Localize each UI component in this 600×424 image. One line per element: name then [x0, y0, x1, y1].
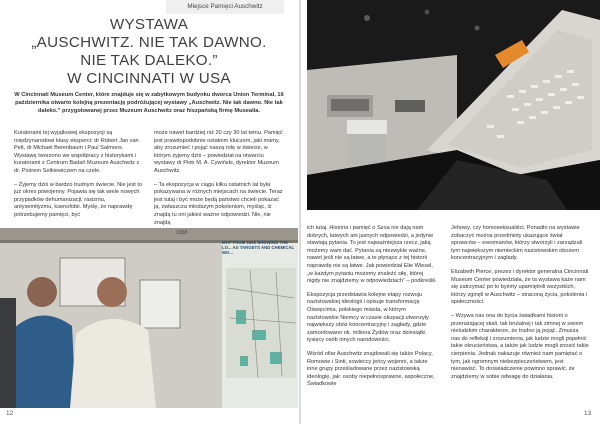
exhibition-room-illustration [307, 0, 600, 210]
section-header-label: Miejsce Pamięci Auschwitz [187, 3, 263, 10]
text-column-1 [14, 130, 144, 226]
paragraph: Jehowy, czy homoseksualiści. Ponadto na wystawie zobaczyć można przedmioty ukazujące świat sprawców – esesmanów, którzy stworzyli i zarządzali tym największym niemieckim nazistowskim obozem koncentracyjnym i zagłady. [451, 225, 583, 262]
paragraph: – Żyjemy dziś w bardzo trudnym świecie. Nie jest to już okres powojenny. Pojawia się tak wiele nowych przypadków dehumanizacji, rasizmu, antysemityzmu, ksenofobii. Myślę, że naprawdę potrzebujemy pamięci, być [14, 181, 143, 218]
exhibit-year-label: 1938 [176, 230, 188, 236]
article-lead: W Cincinnati Museum Center, które znajduje się w zabytkowym budynku dworca Union Terminal, 16 października otwarto kolejną prezentację podróżującej wystawy „Auschwitz. Nie tak dawno. Nie tak daleko.” przygotowanej przez Muzeum Auschwitz oraz hiszpańską firmę Musealia. [14, 92, 284, 114]
page-gutter [299, 0, 301, 424]
article-title [14, 16, 284, 88]
page-number-left: 12 [6, 410, 14, 417]
exhibit-map-heading: MAP FROM 1900 SHOWING THE LO... AS TARGETS AND CHEMICAL WO... [222, 240, 295, 256]
text-column-2 [154, 130, 284, 233]
paragraph: – Wzywa nas ona do bycia świadkami historii o przerażającej skali, tak brutalnej i tak zimnej w swoim nieludzkim charakterze, że trudno ją pojąć. Zmusza nas do refleksji i zrozumienia, jak ludzie mogli popełnić takie okrucieństwa, a także jak ludzie mogli znosić takie cierpienia. Jednak nakazuje również nam pamiętać o tym, jak ogromnym niebezpieczeństwem, jest nienawiść. To doświadczenie powinno sprawić, że znajdziemy w sobie odwagę do działania. [451, 312, 589, 380]
exhibition-room-photo [307, 0, 600, 210]
title-line: WYSTAWA [109, 16, 189, 33]
title-line: „AUSCHWITZ. NIE TAK DAWNO. [31, 34, 267, 51]
paragraph: ich tutaj. Historia i pamięć o Szoa nie dają nam dobrych, łatwych ani jasnych odpowiedzi, a jedynie stawiają pytania. To jest najważniejsza rzecz, jaką możemy wam dać. Pytania są niezwykle ważne, nawet jeśli nie są łatwe, a te płynące z tej historii naprawdę nie są łatwe. Jak powiedział Elie Wiesel, „w każdym pytaniu możemy znaleźć siłę, której nigdy nie znajdziemy w odpowiedziach” – podkreślił. [307, 225, 437, 285]
paragraph: może nawet bardziej niż 20 czy 30 lat temu. Pamięć jest prawdopodobnie ostatnim kluczem, jaki mamy, aby zrozumieć i pojąć naszą rolę w świecie, w którym żyjemy dziś – powiedział na otwarciu wystawy dr Piotr M. A. Cywiński, dyrektor Muzeum Auschwitz. [154, 130, 283, 174]
paragraph: – Ta ekspozycja w ciągu kilku ostatnich lat była pokazywana w różnych miejscach na świecie. Teraz jest tutaj i być może będą państwo chcieli pokazać ją, zwłaszcza młodszym pokoleniom, myśląc, iż znajdą tu oni jakieś ważne odpowiedzi. Nie, nie znajdą [154, 181, 283, 226]
title-line: W CINCINNATI W USA [67, 70, 231, 87]
text-column-3 [307, 225, 437, 395]
page-number-right: 13 [584, 410, 592, 417]
paragraph: Wśród ofiar Auschwitz znajdowali się także Polacy, Romowie i Sinti, sowieccy jeńcy wojenni, a także inne grupy prześladowane przez nazistowską ideologię, jak: osoby niepełnosprawne, aspołeczne, Świadkowie [307, 350, 435, 388]
paragraph: Elizabeth Pierce, prezes i dyrektor generalna Cincinnati Museum Center powiedziała, że ta wystawa każe nam się zatrzymać po to byśmy upamiętnili wszystkich, którzy zginęli w Auschwitz – straconą życia, pokolenia i społeczności. [451, 268, 589, 306]
paragraph: Kuratorami tej wyjątkowej ekspozycji są międzynarodowi klasy eksperci: dr Robert Jan van Pelt, dr Michael Berenbaum i Paul Salmons. Wystawę tworzono we współpracy z historykami i kuratorami z Centrum Badań Muzeum Auschwitz z dr. Piotrem Setkiewiczem na czele. [14, 130, 140, 174]
paragraph: Ekspozycja przedstawia kolejne etapy rozwoju nazistowskiej ideologii i opisuje transformację Oświęcimia, polskiego miasta, w którym nazistowskie Niemcy w czasie okupacji utworzyły największy obóz koncentracyjny i zagłady, gdzie zamordowano ok. miliona Żydów oraz dziesiątki tysięcy osób innych narodowości. [307, 291, 429, 344]
text-column-4 [451, 225, 589, 387]
title-line: NIE TAK DALEKO.” [80, 52, 218, 69]
